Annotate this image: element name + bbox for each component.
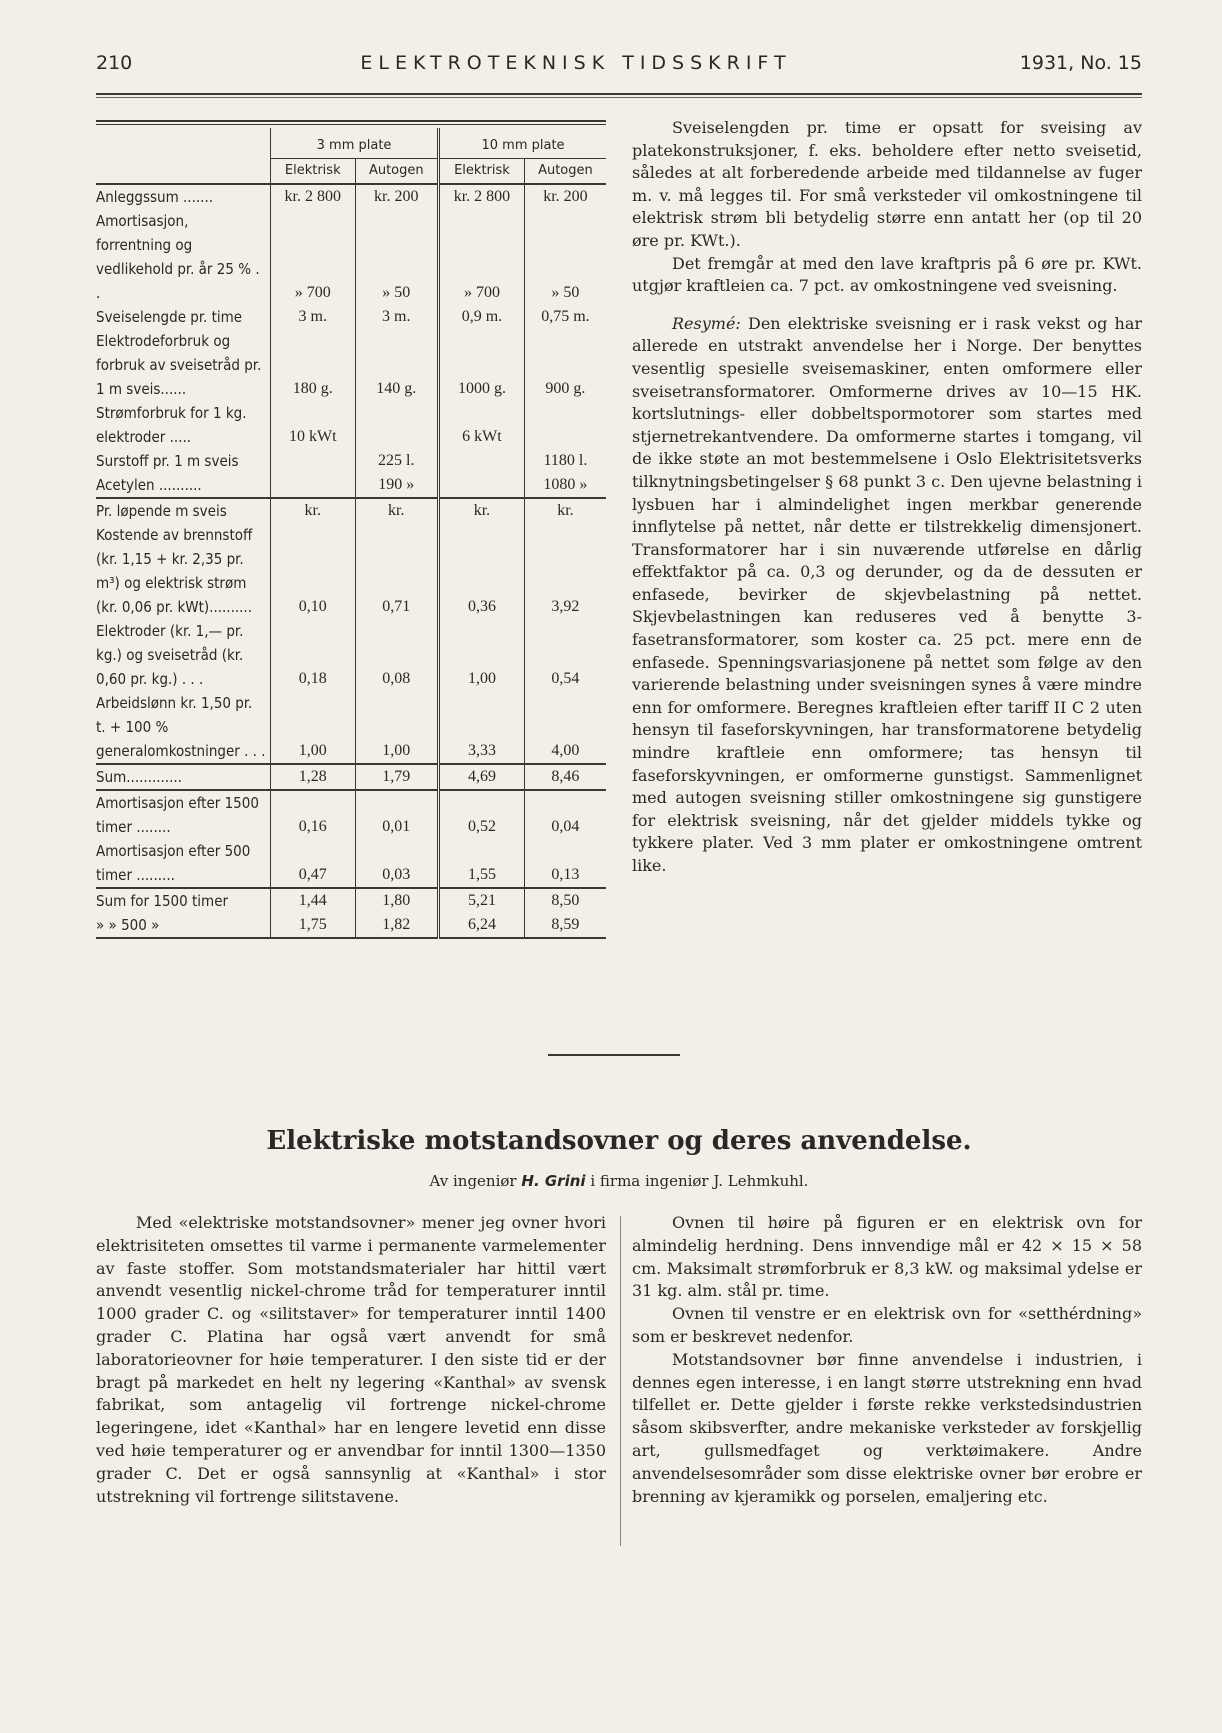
header-rule-thin: [96, 97, 1142, 98]
table-cell: 0,18: [271, 619, 356, 691]
row-label: Sum.............: [96, 764, 271, 790]
table-cell: 4,69: [439, 764, 525, 790]
row-label: Surstoff pr. 1 m sveis: [96, 452, 239, 470]
resume-label: Resymé:: [672, 313, 741, 333]
table-cell: 1080 »: [524, 473, 606, 498]
row-label: Amortisasjon, forrentning og vedlikehold pr. år 25 % . .: [96, 212, 260, 302]
byline-post: i firma ingeniør J. Lehmkuhl.: [590, 1172, 809, 1190]
table-row: [96, 523, 606, 619]
table-cell: [271, 449, 356, 473]
table-cell: 8,59: [524, 913, 606, 938]
table-cell: 4,00: [524, 691, 606, 764]
table-row: [96, 473, 606, 498]
table-cell: 8,46: [524, 764, 606, 790]
table-row: [96, 888, 606, 913]
sub-header: Elektrisk: [439, 159, 525, 185]
table-cell: 0,75 m.: [524, 305, 606, 329]
table-cell: 1,00: [355, 691, 439, 764]
table-cell: 1,80: [355, 888, 439, 913]
table-cell: kr.: [524, 498, 606, 523]
table-cell: 1,00: [439, 619, 525, 691]
issue-number: 1931, No. 15: [1019, 52, 1142, 74]
table-cell: 3 m.: [355, 305, 439, 329]
section-divider: [548, 1054, 680, 1056]
table-row: [96, 790, 606, 839]
table-cell: 10 kWt: [271, 401, 356, 449]
row-label: Sum for 1500 timer: [96, 888, 271, 913]
table-row: [96, 401, 606, 449]
table-cell: 1180 l.: [524, 449, 606, 473]
table-cell: 0,54: [524, 619, 606, 691]
table-cell: 180 g.: [271, 329, 356, 401]
resume-text: Den elektriske sveisning er i rask vekst og har allerede en utstrakt anvendelse her i Norge. Der benyttes vesentlig spesielle sveisemaskiner, enten omformere eller sveisetransformatorer. Omformerne drives av 10—15 HK. kortslutnings- eller dobbeltspormotorer som startes med stjernetrekantvendere. Da omformerne startes i tomgang, vil de ikke støte an mot bestemmelsene i Oslo Elektrisitetsverks tilknytningsbetingelser § 68 punkt 3 c. Den ujevne belastning i lysbuen har i almindelighet ingen merkbar generende innflytelse på nettet, når dette er tilstrekkelig dimensjonert. Transformatorer har i sin nuværende utførelse en dårlig effektfaktor på ca. 0,3 og derunder, og da de dessuten er enfasede, bevirker de skjevbelastning på nettet. Skjevbelastningen kan reduseres ved å benytte 3-fasetransformatorer, som koster ca. 25 pct. mere enn de enfasede. Spenningsvariasjonene på nettet som følge av den varierende belastning under sveisningen synes å være mindre enn for omformere. Beregnes kraftleien efter tariff II C 2 uten hensyn til faseforskyvningen, har transformatorene betydelig mindre kraftleie enn omformere; tas hensyn til faseforskyvningen, er omformerne gunstigst. Sammenlignet med autogen sveisning stiller omkostningene sig gunstigere for elektrisk sveisning, når det gjelder middels tykke og tykkere plater. Ved 3 mm plater er omkostningene omtrent like.: [632, 313, 1142, 875]
row-label: » » 500 »: [96, 913, 271, 938]
table-cell: 225 l.: [355, 449, 439, 473]
row-label: Elektroder (kr. 1,— pr. kg.) og sveisetråd (kr. 0,60 pr. kg.) . . .: [96, 622, 244, 688]
table-section-costs: [96, 498, 606, 764]
table-row: [96, 913, 606, 938]
table-cell: [439, 449, 525, 473]
article-title: Elektriske motstandsovner og deres anvendelse.: [266, 1126, 972, 1156]
group-header-10mm: 10 mm plate: [439, 128, 606, 159]
table-cell: 140 g.: [355, 329, 439, 401]
row-label: Elektrodeforbruk og forbruk av sveisetråd pr. 1 m sveis......: [96, 332, 262, 398]
table-cell: 5,21: [439, 888, 525, 913]
table-row: [96, 839, 606, 888]
table-cell: kr. 2 800: [439, 184, 525, 209]
table-row: [96, 449, 606, 473]
table-section-quantities: [96, 184, 606, 498]
table-cell: 0,47: [271, 839, 356, 888]
table-row: [96, 498, 606, 523]
resume-paragraph: [632, 313, 1142, 878]
table-cell: 0,08: [355, 619, 439, 691]
table-cell: 0,36: [439, 523, 525, 619]
table-cell: 1,44: [271, 888, 356, 913]
table-cell: 1,82: [355, 913, 439, 938]
row-label: Strømforbruk for 1 kg. elektroder .....: [96, 404, 247, 446]
table-cell: 1,79: [355, 764, 439, 790]
paragraph: Sveiselengden pr. time er opsatt for sveising av platekonstruksjoner, f. eks. beholdere efter netto sveisetid, således at alt forberedende arbeide med tildannelse av fuger m. v. må legges til. For små verksteder vil omkostningene til elektrisk strøm bli betydelig større enn antatt her (op til 20 øre pr. KWt.).: [632, 118, 1142, 250]
table-cell: 1,75: [271, 913, 356, 938]
table-cell: » 50: [355, 209, 439, 305]
table-row: [96, 691, 606, 764]
table-cell: kr.: [355, 498, 439, 523]
table-top-rule-thin: [96, 124, 606, 125]
table-cell: 0,04: [524, 790, 606, 839]
table-group-header-row: [96, 128, 606, 159]
table-cell: kr.: [271, 498, 356, 523]
sub-header: Autogen: [355, 159, 439, 185]
table-cell: 6 kWt: [439, 401, 525, 449]
table-row: [96, 305, 606, 329]
table-cell: » 50: [524, 209, 606, 305]
article-left-column: [96, 1212, 606, 1508]
table-section-sum: [96, 764, 606, 790]
table-row: [96, 184, 606, 209]
page-header: [96, 52, 1142, 74]
table-cell: 8,50: [524, 888, 606, 913]
page-number: 210: [96, 52, 133, 74]
paragraph: Motstandsovner bør finne anvendelse i industrien, i dennes egen interesse, i en langt større utstrekning enn hvad tilfellet er. Dette gjelder i første rekke verkstedsindustrien såsom skibsverfter, andre mekaniske verksteder av forskjellig art, gullsmedfaget og verktøimakere. Andre anvendelsesområder som disse elektriske ovner bør erobre er brenning av kjeramikk og porselen, emaljering etc.: [632, 1349, 1142, 1506]
table-cell: 1,28: [271, 764, 356, 790]
table-cell: [355, 401, 439, 449]
table-cell: 0,52: [439, 790, 525, 839]
row-label: Sveiselengde pr. time: [96, 308, 243, 326]
table-cell: 0,71: [355, 523, 439, 619]
table-cell: 0,9 m.: [439, 305, 525, 329]
table-cell: » 700: [439, 209, 525, 305]
table-cell: » 700: [271, 209, 356, 305]
row-label: Acetylen ..........: [96, 476, 202, 494]
table-cell: kr.: [439, 498, 525, 523]
table-cell: 0,03: [355, 839, 439, 888]
group-header-3mm: 3 mm plate: [271, 128, 439, 159]
right-column-text: [632, 117, 1142, 878]
table-cell: kr. 200: [355, 184, 439, 209]
sub-header: Elektrisk: [271, 159, 356, 185]
table-sub-header-row: [96, 159, 606, 185]
table-cell: 190 »: [355, 473, 439, 498]
byline-pre: Av ingeniør: [429, 1172, 517, 1190]
table-cell: 0,10: [271, 523, 356, 619]
table-cell: 3,92: [524, 523, 606, 619]
table-cell: 6,24: [439, 913, 525, 938]
table-cell: 900 g.: [524, 329, 606, 401]
table-cell: kr. 200: [524, 184, 606, 209]
table-cell: 1000 g.: [439, 329, 525, 401]
table-cell: kr. 2 800: [271, 184, 356, 209]
column-separator: [620, 1216, 621, 1546]
table-cell: [439, 473, 525, 498]
row-label: Anleggssum .......: [96, 184, 271, 209]
table-top-rule: [96, 120, 606, 122]
table-section-totals: [96, 888, 606, 938]
table-cell: 1,55: [439, 839, 525, 888]
byline: [96, 1172, 1142, 1190]
paragraph: Det fremgår at med den lave kraftpris på 6 øre pr. KWt. utgjør kraftleien ca. 7 pct. av omkostningene ved sveisning.: [632, 253, 1142, 296]
table-cell: [271, 473, 356, 498]
byline-author: H. Grini: [521, 1172, 586, 1190]
table-row: [96, 329, 606, 401]
row-label: Amortisasjon efter 1500 timer ........: [96, 790, 271, 839]
paragraph: Ovnen til høire på figuren er en elektrisk ovn for almindelig herdning. Dens innvendige mål er 42 × 15 × 58 cm. Maksimalt strømforbruk er 8,3 kW. og maksimal ydelse er 31 kg. alm. stål pr. time.: [632, 1213, 1142, 1301]
table-row: [96, 209, 606, 305]
table-cell: 0,13: [524, 839, 606, 888]
paragraph: Med «elektriske motstandsovner» mener jeg ovner hvori elektrisiteten omsettes til varme i permanente varmelementer av faste stoffer. Som motstandsmaterialer har hittil vært anvendt vesentlig nickel-chrome tråd for temperaturer inntil 1000 grader C. og «silitstaver» for temperaturer inntil 1400 grader C. Platina har også vært anvendt for små laboratorieovner for høie temperaturer. I den siste tid er der bragt på markedet en helt ny legering «Kanthal» av svensk fabrikat, som antagelig vil fortrenge nickel-chrome legeringene, idet «Kanthal» har en lengere levetid enn disse ved høie temperaturer og er anvendbar for inntil 1300—1350 grader C. Det er også sannsynlig at «Kanthal» i stor utstrekning vil fortrenge silitstavene.: [96, 1213, 606, 1506]
header-rule: [96, 93, 1142, 95]
row-label: Pr. løpende m sveis: [96, 498, 271, 523]
sub-header: Autogen: [524, 159, 606, 185]
table-section-amortisation: [96, 790, 606, 888]
table-cell: [524, 401, 606, 449]
row-label: Arbeidslønn kr. 1,50 pr. t. + 100 % generalomkostninger . . .: [96, 694, 266, 760]
row-label: Kostende av brennstoff (kr. 1,15 + kr. 2,35 pr. m³) og elektrisk strøm (kr. 0,06 pr. kWt)..........: [96, 526, 253, 616]
table-cell: 0,16: [271, 790, 356, 839]
table-row: [96, 619, 606, 691]
cost-comparison-table: [96, 128, 606, 939]
table-cell: 1,00: [271, 691, 356, 764]
journal-title: ELEKTROTEKNISK TIDSSKRIFT: [360, 52, 792, 74]
table-row: [96, 764, 606, 790]
table-cell: 3 m.: [271, 305, 356, 329]
article-right-column: [632, 1212, 1142, 1508]
table-cell: 0,01: [355, 790, 439, 839]
row-label: Amortisasjon efter 500 timer .........: [96, 842, 251, 884]
table-cell: 3,33: [439, 691, 525, 764]
paragraph: Ovnen til venstre er en elektrisk ovn for «setthérdning» som er beskrevet nedenfor.: [632, 1304, 1142, 1346]
